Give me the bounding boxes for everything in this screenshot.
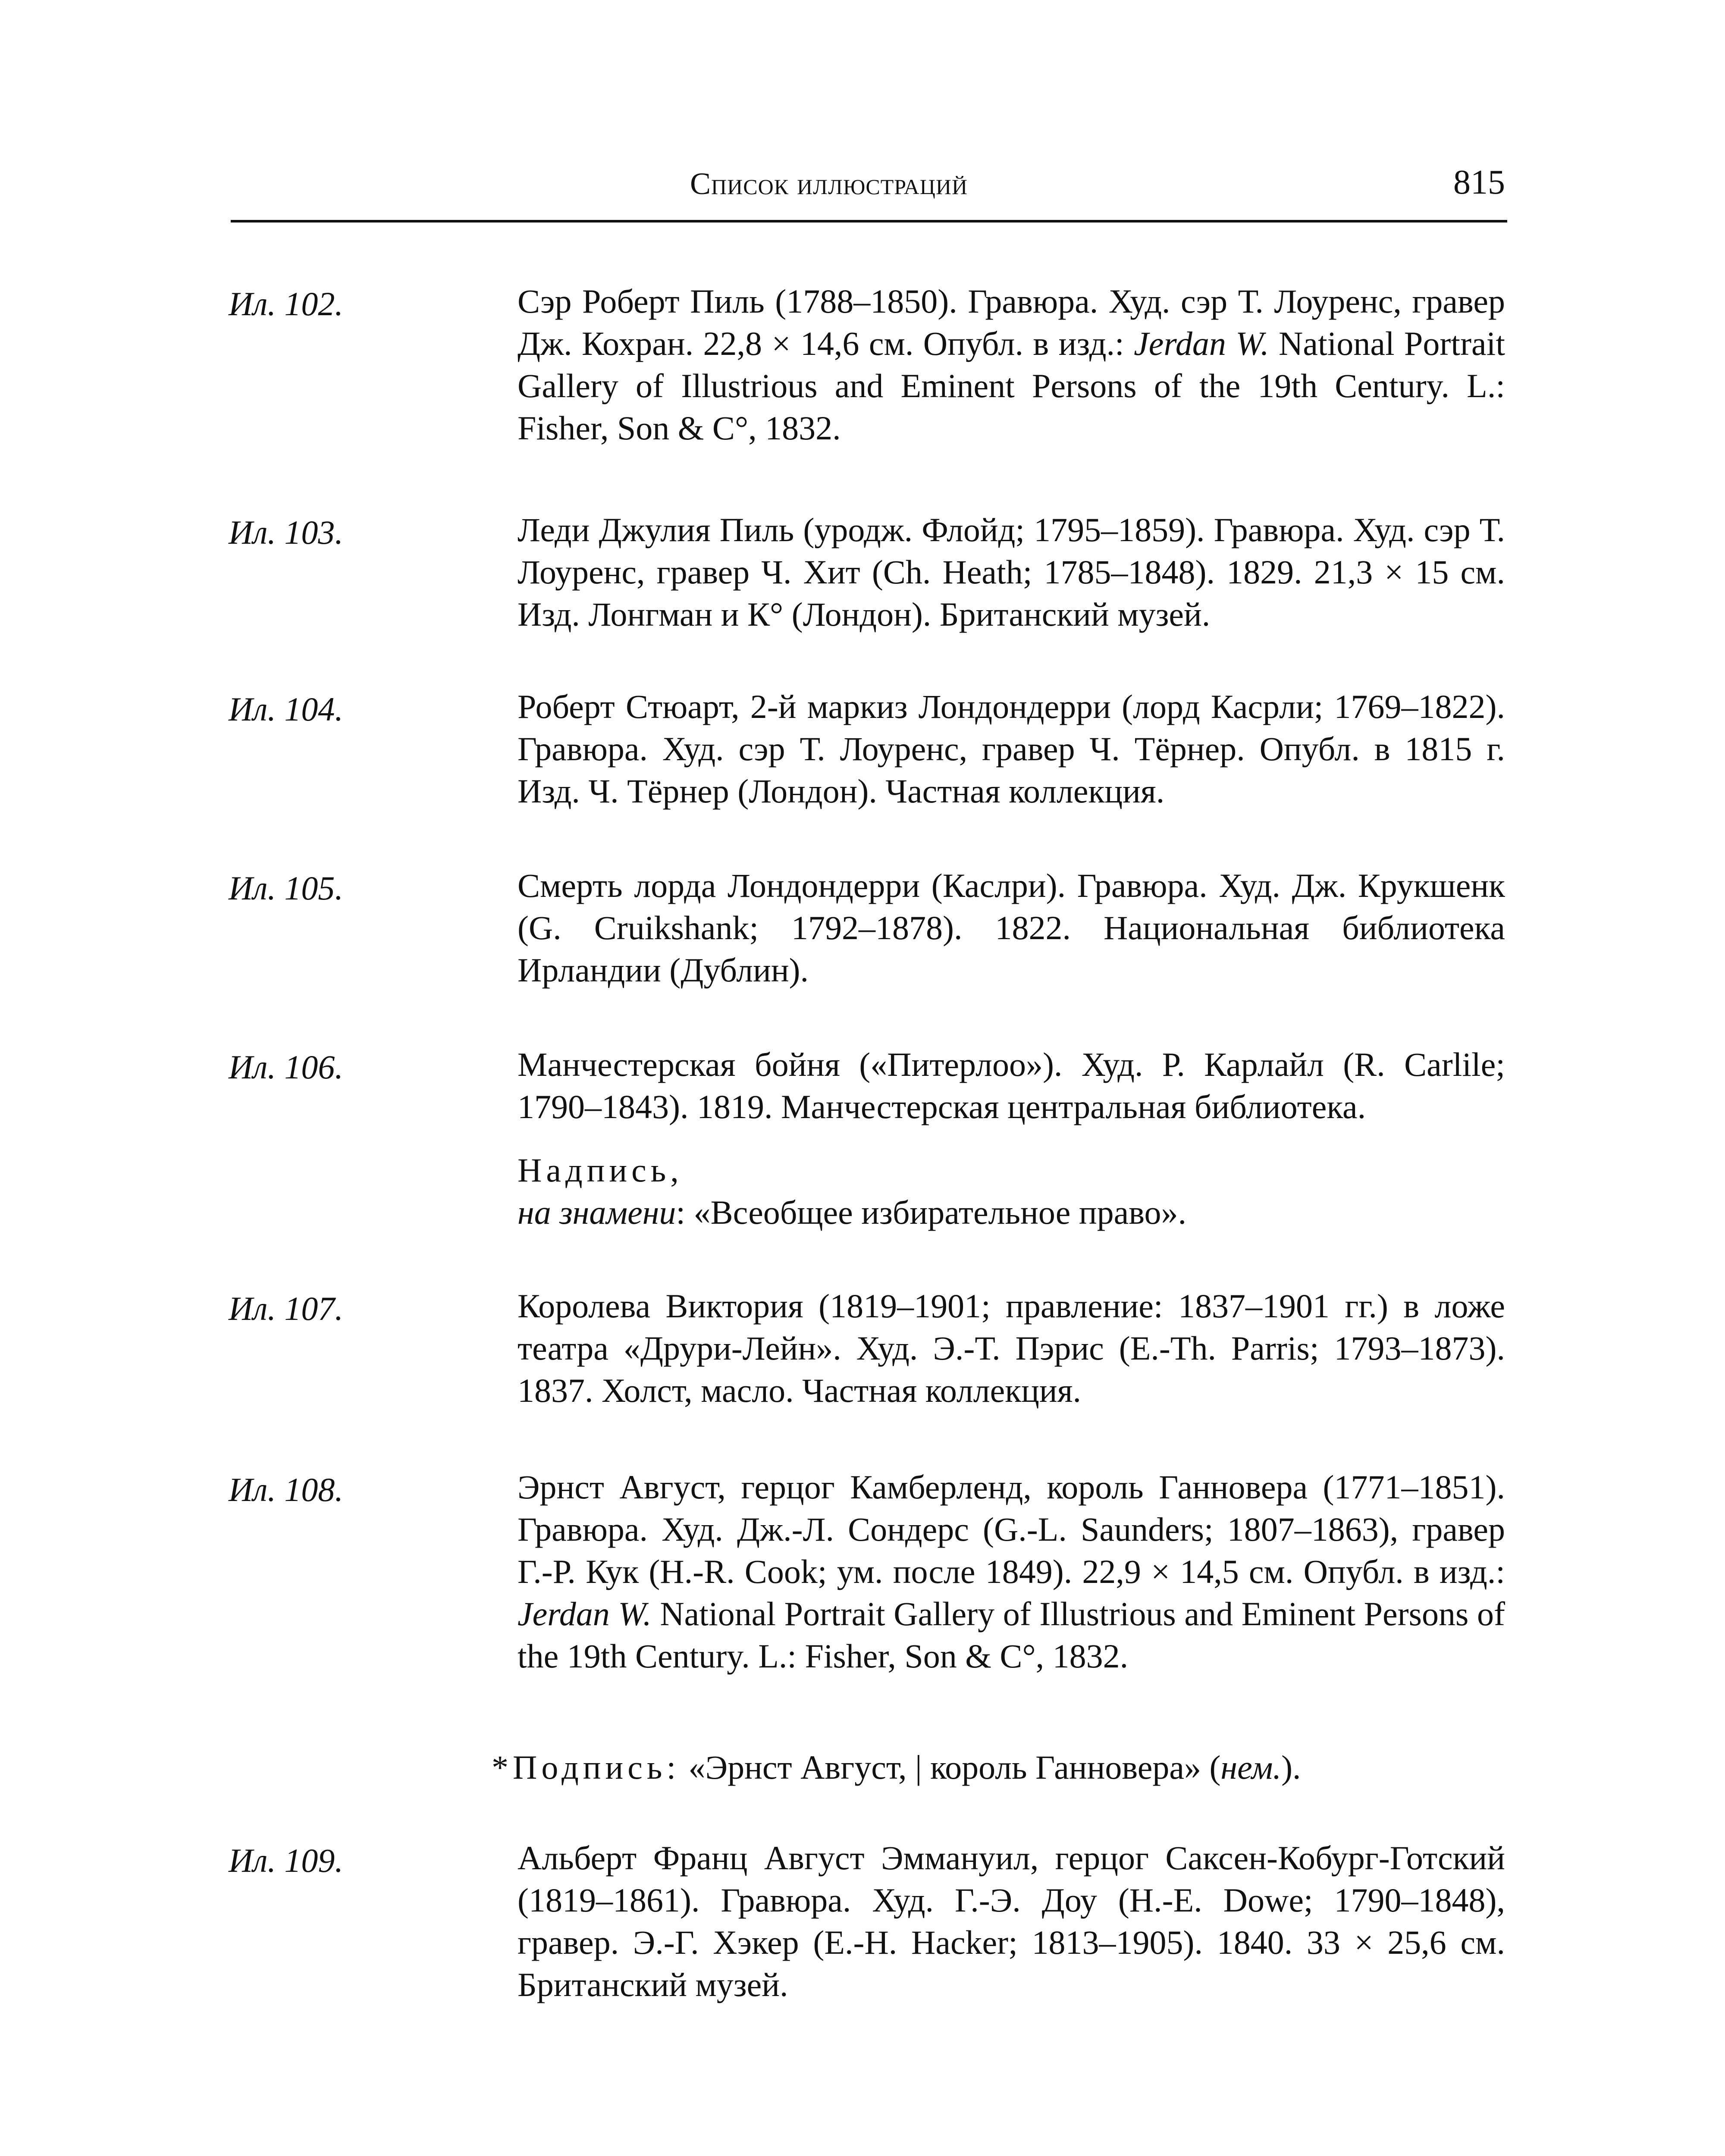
caption-author-italic: Jerdan W. (518, 1595, 652, 1633)
caption-text: National Portrait Gallery of Illustrious and Eminent Persons of the 19th Century. L.: Fisher, Son & C°, 1832. (518, 325, 1505, 447)
illustration-label-105: Ил. 105. (229, 869, 343, 907)
note-heading: Надпись, (518, 1151, 683, 1189)
illustration-note-106 (518, 1149, 1505, 1234)
illustration-label-103: Ил. 103. (229, 514, 343, 551)
header-rule (231, 220, 1507, 222)
illustration-label-107: Ил. 107. (229, 1290, 343, 1327)
illustration-label-109: Ил. 109. (229, 1842, 343, 1879)
illustration-caption-108 (518, 1466, 1505, 1677)
running-title: Список иллюстраций (690, 166, 968, 201)
illustration-label-104: Ил. 104. (229, 690, 343, 728)
illustration-label-106: Ил. 106. (229, 1048, 343, 1086)
page-number: 815 (1453, 163, 1505, 201)
note-text: «Эрнст Август, | король Ганновера» ( (680, 1749, 1221, 1786)
illustration-caption-103: Леди Джулия Пиль (уродж. Флойд; 1795–1859). Гравюра. Худ. сэр Т. Лоуренс, гравер Ч. Хит (Ch. Heath; 1785–1848). 1829. 21,3 × 15 см. Изд. Лонгман и К° (Лондон). Британский музей. (518, 511, 1505, 633)
caption-text: Эрнст Август, герцог Камберленд, король Ганновера (1771–1851). Гравюра. Худ. Дж.-Л. Сондерс (G.-L. Saunders; 1807–1863), гравер Г.-Р. Кук (H.-R. Cook; ум. после 1849). 22,9 × 14,5 см. Опубл. в изд.: (518, 1468, 1505, 1590)
illustration-caption-104: Роберт Стюарт, 2-й маркиз Лондондерри (лорд Касрли; 1769–1822). Гравюра. Худ. сэр Т. Лоуренс, гравер Ч. Тёрнер. Опубл. в 1815 г. Изд. Ч. Тёрнер (Лондон). Частная коллекция. (518, 688, 1505, 810)
illustration-caption-109: Альберт Франц Август Эммануил, герцог Саксен-Кобург-Готский (1819–1861). Гравюра. Худ. Г.-Э. Доу (H.-E. Dowe; 1790–1848), гравер. Э.-Г. Хэкер (E.-H. Hacker; 1813–1905). 1840. 33 × 25,6 см. Британский музей. (518, 1839, 1505, 2003)
note-text-end: ). (1281, 1749, 1301, 1786)
illustration-caption-105: Смерть лорда Лондондерри (Каслри). Гравюра. Худ. Дж. Крукшенк (G. Cruikshank; 1792–1878). 1822. Национальная библиотека Ирландии (Дублин). (518, 867, 1505, 989)
caption-text: National Portrait Gallery of Illustrious and Eminent Persons of the 19th Century. L.: Fisher, Son & C°, 1832. (518, 1595, 1505, 1675)
caption-text: Сэр Роберт Пиль (1788–1850). Гравюра. Худ. сэр Т. Лоуренс, гравер Дж. Кохран. 22,8 × 14,6 см. Опубл. в изд.: (518, 282, 1505, 362)
illustration-note-108 (492, 1746, 1479, 1789)
note-text: : «Всеобщее избирательное право». (676, 1194, 1187, 1231)
illustration-caption-102 (518, 280, 1505, 449)
note-italic: на знамени (518, 1194, 676, 1231)
illustration-label-102: Ил. 102. (229, 285, 343, 323)
note-line (518, 1191, 1505, 1234)
note-italic: нем. (1220, 1749, 1282, 1786)
note-heading: *Подпись: (492, 1749, 681, 1786)
illustration-label-108: Ил. 108. (229, 1471, 343, 1508)
illustration-caption-106: Манчестерская бойня («Питерлоо»). Худ. Р. Карлайл (R. Carlile; 1790–1843). 1819. Манчестерская центральная библиотека. (518, 1046, 1505, 1125)
caption-author-italic: Jerdan W. (1134, 325, 1269, 362)
illustration-caption-107: Королева Виктория (1819–1901; правление: 1837–1901 гг.) в ложе театра «Друри-Лейн». Худ. Э.-Т. Пэрис (E.-Th. Parris; 1793–1873). 1837. Холст, масло. Частная коллекция. (518, 1287, 1505, 1409)
